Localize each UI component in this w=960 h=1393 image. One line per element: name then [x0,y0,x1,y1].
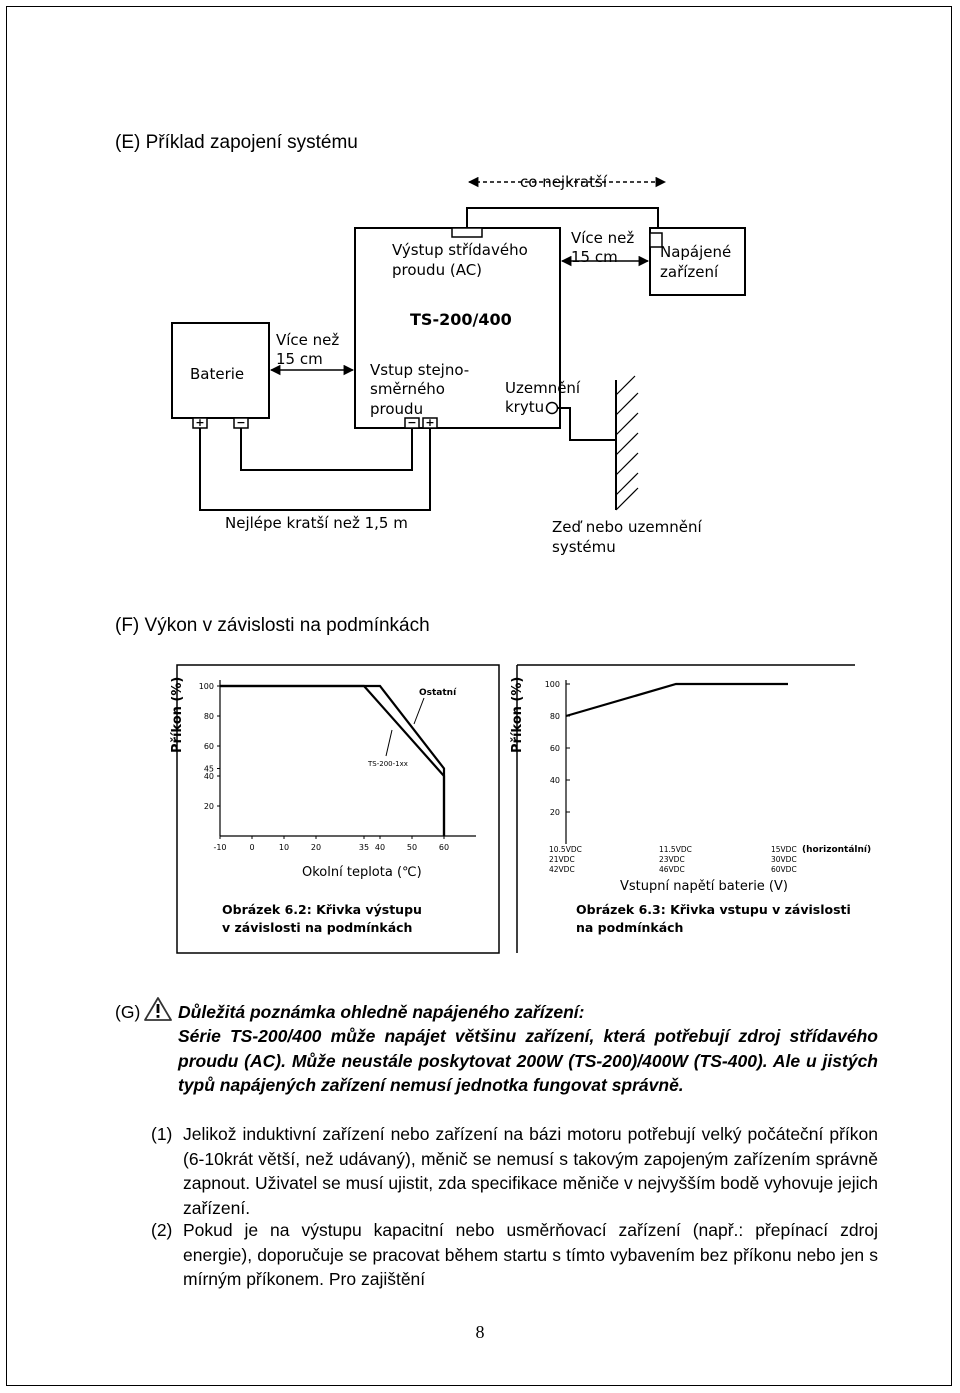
label-battery: Baterie [190,365,245,383]
cable-line-a [200,427,430,510]
chart1-x-tick-label: -10 [213,843,227,852]
chart1-series-line-2 [220,686,444,836]
label-dc-in-1: Vstup stejno- [370,361,470,379]
short-link-line [467,208,658,228]
ground-terminal [547,403,558,414]
section-f-heading: (F) Výkon v závislosti na podmínkách [115,615,430,636]
chart1-x-tick-label: 10 [278,843,290,852]
chart2-series-line [566,684,788,716]
label-dc-in-3: proudu [370,400,424,418]
note-title: Důležitá poznámka ohledně napájeného zařízení: [178,1002,585,1022]
note-item-1-number: (1) [151,1124,173,1144]
wiring-diagram [160,165,760,565]
chart2-x-tick-label: 15VDC [771,845,797,854]
chart1-caption-1: Obrázek 6.2: Křivka výstupu [222,902,422,917]
chart-temperature [170,664,500,954]
label-model: TS-200/400 [410,310,512,329]
chart1-leader-1 [414,698,424,724]
chart2-x-tick-label: 30VDC [771,855,797,864]
chart2-y-tick-label: 100 [544,680,560,689]
chart1-ylabel: Příkon (%) [170,676,185,753]
chart2-x-tick-note: (horizontální) [802,845,872,855]
chart1-x-tick-label: 35 [358,843,370,852]
chart2-x-tick-label: 60VDC [771,865,797,874]
chart2-x-tick-label: 42VDC [549,865,575,874]
chart1-y-tick-label: 20 [203,802,214,811]
chart2-y-tick-label: 40 [549,776,560,785]
label-case-gnd-2: krytu [505,398,545,416]
label-more15-a-1: Více než [571,229,635,247]
chart1-x-tick-label: 40 [374,843,386,852]
label-cable: Nejlépe kratší než 1,5 m [225,514,408,532]
chart2-x-tick-label: 23VDC [659,855,685,864]
label-more15-b-2: 15 cm [276,350,323,368]
wall-hatching [616,376,638,510]
chart1-y-tick-label: 40 [203,772,214,781]
chart-battery-voltage [510,664,872,954]
chart1-caption-2: v závislosti na podmínkách [222,920,413,935]
chart1-x-tick-label: 0 [249,843,255,852]
chart1-x-tick-label: 50 [406,843,418,852]
chart2-ylabel: Příkon (%) [510,676,525,753]
warning-icon [143,996,173,1022]
chart1-xlabel: Okolní teplota (℃) [302,865,422,880]
battery-plus-sign: + [195,416,205,429]
label-ac-out-2: proudu (AC) [392,261,483,279]
chart1-y-tick-label: 60 [203,742,214,751]
cable-line-b [241,427,412,470]
label-dc-in-2: směrného [370,380,445,398]
powered-device-box [650,228,745,295]
chart1-y-tick-label: 100 [198,682,214,691]
note-item-2-text: Pokud je na výstupu kapacitní nebo usměrňovací zařízení (např.: přepínací zdroj energie), doporučuje se pracovat během startu s tímto vybavením bez příkonu nebo jen s mírným příkonem. Pro zajištění [183,1220,878,1289]
chart2-y-tick-label: 60 [549,744,560,753]
chart2-xlabel: Vstupní napětí baterie (V) [620,879,788,894]
label-shortest: co nejkratší [520,173,608,191]
inverter-plus-sign: + [425,416,435,429]
chart2-caption-1: Obrázek 6.3: Křivka vstupu v závislosti [576,902,851,917]
inverter-minus-sign: − [407,416,417,429]
label-more15-b-1: Více než [276,331,340,349]
chart2-caption-2: na podmínkách [576,920,684,935]
battery-minus-sign: − [236,416,246,429]
chart2-y-tick-label: 80 [549,712,560,721]
label-wall-1: Zeď nebo uzemnění [552,518,702,536]
chart1-series-label-2: TS-200-1xx [368,760,408,768]
chart2-x-tick-label: 10.5VDC [549,845,582,854]
note-paragraph: Série TS-200/400 může napájet většinu zařízení, která potřebují zdroj střídavého proudu (AC). Může neustále poskytovat 200W (TS-200)/400W (TS-400). Ale u jistých typů napájených zařízení nemusí jednotka fungovat správně. [178,1026,878,1095]
label-powered-2: zařízení [660,263,719,281]
chart1-series-label-1: Ostatní [419,688,457,698]
label-powered-1: Napájené [660,243,732,261]
chart2-y-tick-label: 20 [549,808,560,817]
chart2-x-tick-label: 46VDC [659,865,685,874]
note-item-1-text: Jelikož induktivní zařízení nebo zařízení na bázi motoru potřebují velký počáteční příkon (6-10krát větší, než udávaný), měnič se nemusí s takovým zapojeným zařízením správně zapnout. Uživatel se musí ujistit, zda specifikace měniče v nejvyšším bodě vyhovuje jejich zařízení. [183,1124,878,1218]
chart1-y-tick-label: 80 [203,712,214,721]
label-wall-2: systému [552,538,616,556]
note-item-2-number: (2) [151,1220,173,1240]
label-case-gnd-1: Uzemnění [505,379,581,397]
label-more15-a-2: 15 cm [571,248,618,266]
chart1-leader-2 [386,730,392,756]
chart2-x-tick-label: 11.5VDC [659,845,692,854]
chart1-series-line-1 [220,686,444,836]
label-ac-out-1: Výstup střídavého [392,241,528,259]
section-e-heading: (E) Příklad zapojení systému [115,132,358,153]
page-number: 8 [475,1322,485,1342]
chart1-x-tick-label: 60 [438,843,450,852]
chart1-x-tick-label: 20 [310,843,322,852]
section-g-label: (G) [115,1002,141,1022]
ground-line [552,408,615,440]
chart1-y-tick-label: 45 [203,764,214,774]
ac-outlet [452,228,482,237]
chart2-x-tick-label: 21VDC [549,855,575,864]
